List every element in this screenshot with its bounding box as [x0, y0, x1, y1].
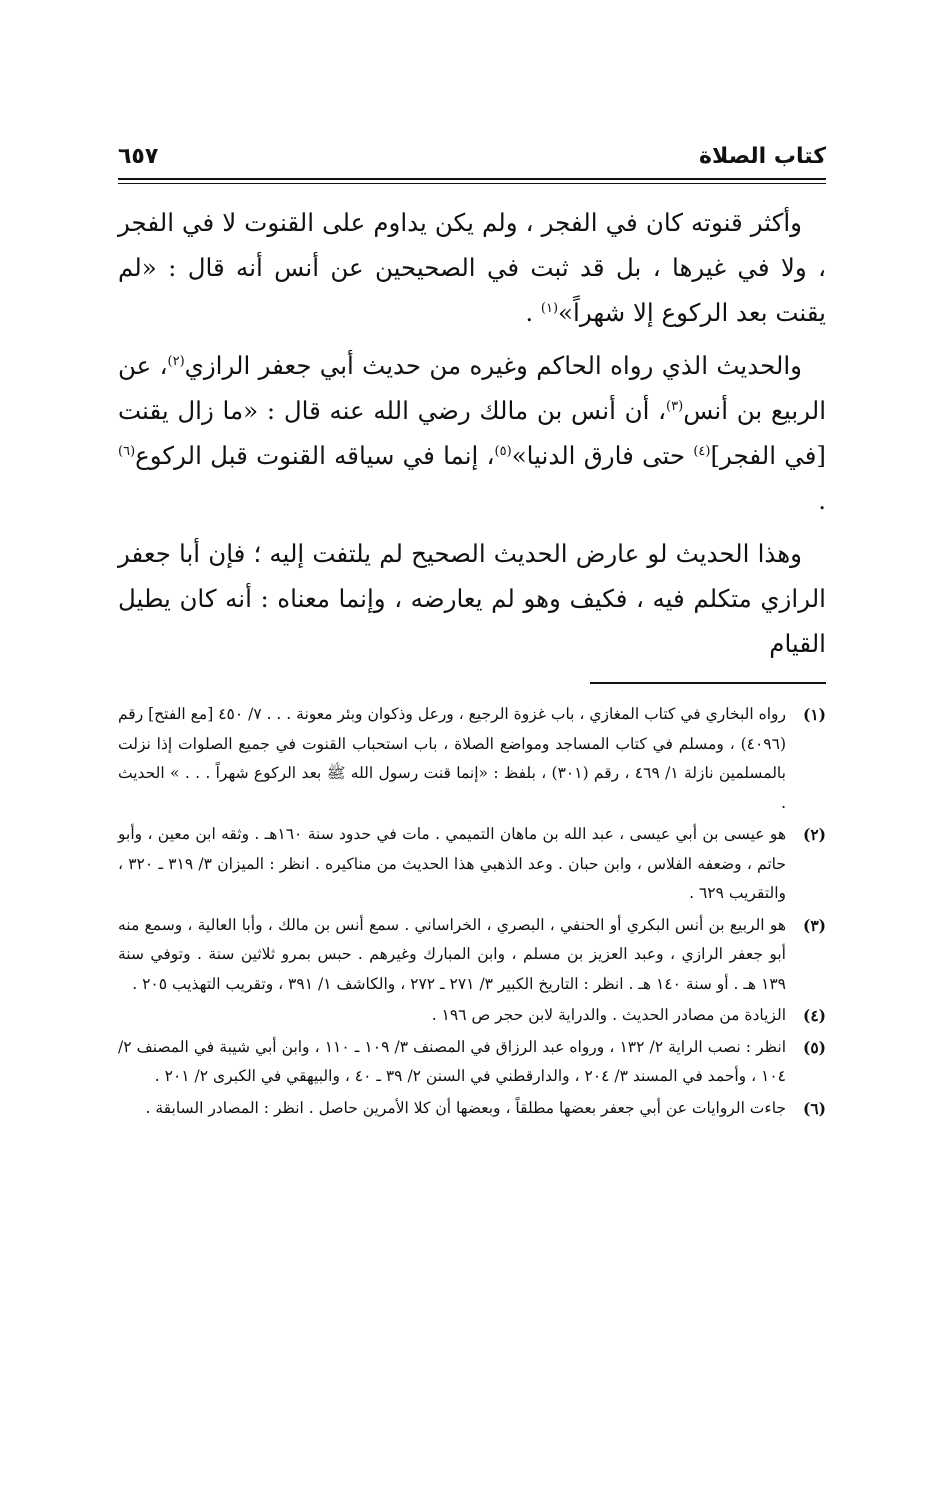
footnote-number: (٤)	[802, 1006, 826, 1025]
footnote-1	[118, 700, 826, 818]
footnote-marker: (٦)	[118, 443, 136, 459]
paragraph-3	[118, 531, 826, 666]
paragraph-text: وهذا الحديث لو عارض الحديث الصحيح لم يلتفت إليه ؛ فإن أبا جعفر الرازي متكلم فيه ، فكيف وهو لم يعارضه ، وإنما معناه : أنه كان يطيل القيام	[118, 539, 826, 658]
footnote-text: الزيادة من مصادر الحديث . والدراية لابن حجر ص ١٩٦ .	[431, 1006, 786, 1024]
main-text	[118, 200, 826, 666]
footnote-number: (٢)	[802, 825, 826, 844]
footnote-4	[118, 1001, 826, 1031]
header-rule	[118, 178, 826, 184]
footnote-marker: (٢)	[167, 353, 185, 369]
paragraph-text: ، عن الربيع بن أنس	[118, 351, 827, 425]
footnote-text: هو عيسى بن أبي عيسى ، عبد الله بن ماهان التميمي . مات في حدود سنة ١٦٠هـ . وثقه ابن معين ، وأبو حاتم ، وضعفه الفلاس ، وابن حبان . وعد الذهبي هذا الحديث من مناكيره . انظر : الميزان ٣/ ٣١٩ ـ ٣٢٠ ، والتقريب ٦٢٩ .	[118, 825, 787, 902]
footnote-marker: (١)	[540, 300, 559, 316]
footnote-2	[118, 820, 826, 909]
paragraph-text: ، أن أنس بن مالك رضي الله عنه قال : «ما زال يقنت [في الفجر]	[118, 396, 826, 470]
running-title: كتاب الصلاة	[699, 144, 826, 169]
footnote-3	[118, 911, 826, 1000]
paragraph-text: حتى فارق الدنيا»	[511, 441, 694, 470]
page-header	[118, 138, 826, 174]
book-page	[118, 138, 826, 1125]
paragraph-text: وأكثر قنوته كان في الفجر ، ولم يكن يداوم على القنوت لا في الفجر ، ولا في غيرها ، بل قد ثبت في الصحيحين عن أنس أنه قال : «لم يقنت بعد الركوع إلا شهراً»	[118, 208, 826, 327]
footnotes	[118, 700, 826, 1123]
footnote-text: انظر : نصب الراية ٢/ ١٣٢ ، ورواه عبد الرزاق في المصنف ٣/ ١٠٩ ـ ١١٠ ، وابن أبي شيبة في المصنف ٢/ ١٠٤ ، وأحمد في المسند ٣/ ٢٠٤ ، والدارقطني في السنن ٢/ ٣٩ ـ ٤٠ ، والبيهقي في الكبرى ٢/ ٢٠١ .	[118, 1037, 786, 1085]
footnote-text: رواه البخاري في كتاب المغازي ، باب غزوة الرجيع ، ورعل وذكوان وبئر معونة . . . ٧/ ٤٥٠ [مع الفتح] رقم (٤٠٩٦) ، ومسلم في كتاب المساجد ومواضع الصلاة ، باب استحباب القنوت في جميع الصلوات إذا نزلت بالمسلمين نازلة ١/ ٤٦٩ ، رقم (٣٠١) ، بلفظ : «إنما قنت رسول الله ﷺ بعد الركوع شهراً . . . » الحديث .	[117, 705, 786, 812]
paragraph-text: والحديث الذي رواه الحاكم وغيره من حديث أبي جعفر الرازي	[184, 351, 803, 380]
footnote-text: هو الربيع بن أنس البكري أو الحنفي ، البصري ، الخراساني . سمع أنس بن مالك ، وأبا العالية ، وسمع منه أبو جعفر الرازي ، وعبد العزيز بن مسلم ، وابن المبارك وغيرهم . حبس بمرو ثلاثين سنة . وتوفي سنة ١٣٩ هـ . أو سنة ١٤٠ هـ . انظر : التاريخ الكبير ٣/ ٢٧١ ـ ٢٧٢ ، والكاشف ١/ ٣٩١ ، وتقريب التهذيب ٢٠٥ .	[118, 915, 786, 993]
footnote-separator	[590, 682, 826, 684]
page-number: ٦٥٧	[118, 144, 159, 169]
paragraph-text: .	[525, 298, 541, 327]
footnote-marker: (٤)	[693, 443, 711, 459]
paragraph-1	[118, 200, 826, 335]
footnote-text: جاءت الروايات عن أبي جعفر بعضها مطلقاً ، وبعضها أن كلا الأمرين حاصل . انظر : المصادر السابقة .	[145, 1098, 786, 1117]
footnote-number: (١)	[802, 705, 826, 724]
footnote-marker: (٥)	[494, 443, 512, 459]
footnote-5	[118, 1033, 826, 1092]
footnote-marker: (٣)	[666, 398, 684, 414]
paragraph-text: ، إنما في سياقه القنوت قبل الركوع	[135, 441, 495, 470]
footnote-number: (٥)	[802, 1037, 826, 1057]
footnote-6	[118, 1094, 826, 1124]
footnote-number: (٣)	[802, 915, 826, 935]
paragraph-2	[118, 343, 826, 523]
footnote-number: (٦)	[802, 1098, 826, 1118]
paragraph-text: .	[818, 486, 826, 515]
